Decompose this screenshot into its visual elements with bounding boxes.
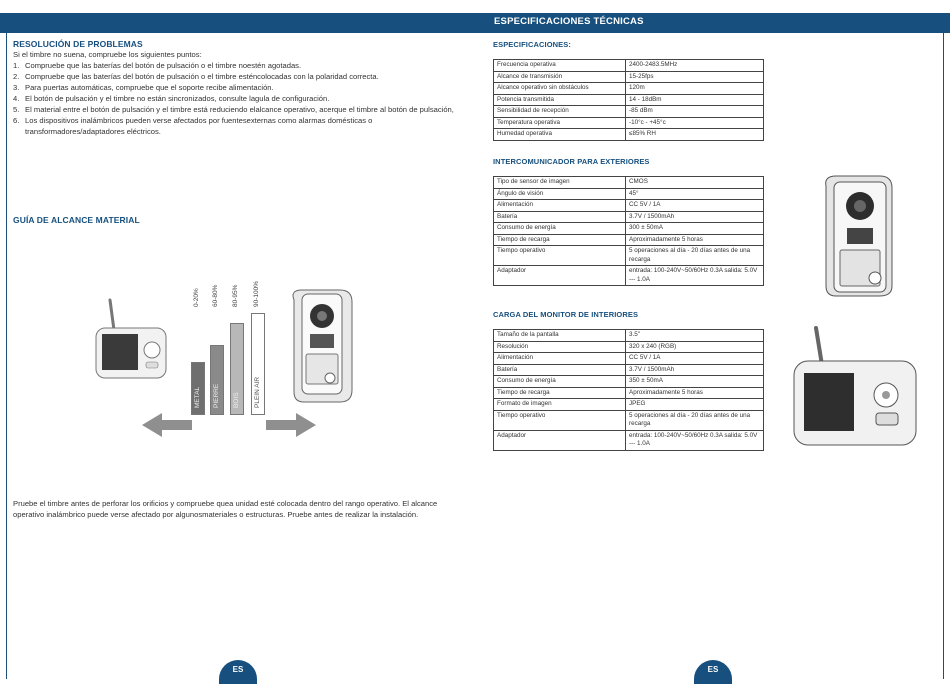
- spec-value: 3.7V / 1500mAh: [626, 364, 764, 376]
- spec-key: Humedad operativa: [494, 129, 626, 141]
- spec-row: [494, 364, 764, 376]
- spec-key: Tamaño de la pantalla: [494, 330, 626, 342]
- item-text: Compruebe que las baterías del botón de pulsación o el timbre noestén agotadas.: [25, 61, 302, 70]
- spec-value: 5 operaciones al día - 20 días antes de una recarga: [626, 246, 764, 266]
- material-label: PIERRE: [213, 383, 220, 408]
- material-percent: 90-100%: [253, 280, 260, 307]
- spec-key: Tiempo operativo: [494, 246, 626, 266]
- spec-row: [494, 129, 764, 141]
- spec-value: JPEG: [626, 399, 764, 411]
- spec-row: [494, 341, 764, 353]
- spec-row: [494, 60, 764, 72]
- troubleshooting-item: [13, 104, 463, 115]
- material-percent: 60-80%: [212, 284, 219, 307]
- troubleshooting-item: [13, 71, 463, 82]
- item-text: El botón de pulsación y el timbre no están sincronizados, consulte lagula de configuración.: [25, 94, 330, 103]
- spec-row: [494, 200, 764, 212]
- material-percent: 80-95%: [232, 284, 239, 307]
- troubleshooting-item: [13, 93, 463, 104]
- spec-row: [494, 223, 764, 235]
- spec-key: Alcance operativo sin obstáculos: [494, 83, 626, 95]
- spec-value: -10°c - +45°c: [626, 117, 764, 129]
- troubleshooting-intro: Si el timbre no suena, compruebe los siguientes puntos:: [13, 50, 202, 59]
- outdoor-unit-illustration: [293, 290, 352, 402]
- spec-value: 2400-2483.5MHz: [626, 60, 764, 72]
- spec-value: 5 operaciones al día - 20 días antes de una recarga: [626, 410, 764, 430]
- spec-key: Temperatura operativa: [494, 117, 626, 129]
- item-text: El material entre el botón de pulsación y el timbre está reduciendo elalcance operativo, acerque el timbre al botón de pulsación,: [25, 105, 454, 114]
- spec-row: [494, 330, 764, 342]
- indoor-title: CARGA DEL MONITOR DE INTERIORES: [493, 310, 639, 319]
- spec-row: [494, 266, 764, 286]
- header-bar: [0, 13, 950, 33]
- specs-title: ESPECIFICACIONES:: [493, 40, 571, 49]
- range-diagram: [90, 270, 360, 445]
- spec-value: Aproximadamente 5 horas: [626, 234, 764, 246]
- indoor-monitor-illustration: [96, 300, 166, 378]
- spec-key: Consumo de energía: [494, 376, 626, 388]
- spec-value: 3.5": [626, 330, 764, 342]
- spec-value: ≤85% RH: [626, 129, 764, 141]
- spec-key: Tiempo de recarga: [494, 234, 626, 246]
- spec-key: Ángulo de visión: [494, 188, 626, 200]
- range-guide-title: GUÍA DE ALCANCE MATERIAL: [13, 215, 140, 225]
- spec-row: [494, 71, 764, 83]
- spec-key: Alcance de transmisión: [494, 71, 626, 83]
- spec-key: Tipo de sensor de imagen: [494, 177, 626, 189]
- spec-key: Tiempo operativo: [494, 410, 626, 430]
- item-text: Para puertas automáticas, compruebe que el soporte recibe alimentación.: [25, 83, 274, 92]
- spec-value: 15-25fps: [626, 71, 764, 83]
- troubleshooting-item: [13, 60, 463, 71]
- spec-key: Adaptador: [494, 430, 626, 450]
- range-note: Pruebe el timbre antes de perforar los orificios y compruebe quea unidad esté colocada dentro del rango operativo. El alcance operativo inalámbrico puede verse afectado por algunosmateriales o estructuras. Pruebe antes de realizar la instalación.: [13, 499, 438, 519]
- spec-key: Alimentación: [494, 200, 626, 212]
- material-percent: 0-20%: [193, 288, 200, 307]
- left-arrow-icon: [142, 413, 192, 437]
- header-title: ESPECIFICACIONES TÉCNICAS: [494, 16, 644, 27]
- spec-key: Batería: [494, 211, 626, 223]
- spec-value: entrada: 100-240V~50/60Hz 0.3A salida: 5.0V --- 1.0A: [626, 266, 764, 286]
- outdoor-table: [493, 176, 764, 286]
- spec-row: [494, 211, 764, 223]
- page-tab-left: ES: [219, 660, 257, 684]
- spec-key: Formato de imagen: [494, 399, 626, 411]
- item-number: 6.: [13, 116, 20, 125]
- right-arrow-icon: [266, 413, 316, 437]
- item-number: 3.: [13, 83, 20, 92]
- spec-row: [494, 177, 764, 189]
- material-label: BOIS: [233, 392, 240, 408]
- spec-row: [494, 94, 764, 106]
- spec-row: [494, 117, 764, 129]
- item-text: Compruebe que las baterías del botón de pulsación o el timbre esténcolocadas con la polaridad correcta.: [25, 72, 379, 81]
- indoor-table: [493, 329, 764, 451]
- spec-key: Tiempo de recarga: [494, 387, 626, 399]
- troubleshooting-item: [13, 82, 463, 93]
- spec-value: 14 - 18dBm: [626, 94, 764, 106]
- item-number: 4.: [13, 94, 20, 103]
- spec-value: 45°: [626, 188, 764, 200]
- spec-row: [494, 376, 764, 388]
- spec-key: Batería: [494, 364, 626, 376]
- item-number: 5.: [13, 105, 20, 114]
- spec-value: CC 5V / 1A: [626, 353, 764, 365]
- spec-row: [494, 353, 764, 365]
- spec-value: Aproximadamente 5 horas: [626, 387, 764, 399]
- spec-value: -85 dBm: [626, 106, 764, 118]
- specs-table: [493, 59, 764, 141]
- spec-key: Potencia transmitida: [494, 94, 626, 106]
- spec-row: [494, 430, 764, 450]
- spec-value: entrada: 100-240V~50/60Hz 0.3A salida: 5.0V --- 1.0A: [626, 430, 764, 450]
- spec-row: [494, 234, 764, 246]
- spec-key: Frecuencia operativa: [494, 60, 626, 72]
- left-page-edge: [6, 33, 7, 679]
- spec-value: 320 x 240 (RGB): [626, 341, 764, 353]
- item-number: 1.: [13, 61, 20, 70]
- item-number: 2.: [13, 72, 20, 81]
- page-tab-right: ES: [694, 660, 732, 684]
- spec-row: [494, 106, 764, 118]
- material-label: METAL: [194, 386, 201, 408]
- spec-row: [494, 387, 764, 399]
- spec-key: Adaptador: [494, 266, 626, 286]
- spec-row: [494, 246, 764, 266]
- spec-row: [494, 410, 764, 430]
- spec-key: Alimentación: [494, 353, 626, 365]
- spec-value: CC 5V / 1A: [626, 200, 764, 212]
- spec-row: [494, 399, 764, 411]
- outdoor-unit-photo: [820, 174, 895, 299]
- spec-key: Resolución: [494, 341, 626, 353]
- troubleshooting-item: [13, 115, 463, 137]
- spec-value: CMOS: [626, 177, 764, 189]
- troubleshooting-list: [13, 60, 463, 137]
- spec-row: [494, 188, 764, 200]
- outdoor-title: INTERCOMUNICADOR PARA EXTERIORES: [493, 157, 650, 166]
- spec-value: 120m: [626, 83, 764, 95]
- indoor-monitor-photo: [790, 325, 920, 450]
- spec-value: 3.7V / 1500mAh: [626, 211, 764, 223]
- spec-row: [494, 83, 764, 95]
- right-page-edge: [943, 33, 944, 679]
- material-label: PLEIN AIR: [254, 376, 261, 408]
- spec-key: Consumo de energía: [494, 223, 626, 235]
- troubleshooting-title: RESOLUCIÓN DE PROBLEMAS: [13, 39, 143, 49]
- spec-value: 300 ± 50mA: [626, 223, 764, 235]
- item-text: Los dispositivos inalámbricos pueden verse afectados por fuentesexternas como alarmas domésticas o transformadores/adaptadores eléctricos.: [25, 116, 373, 136]
- spec-value: 350 ± 50mA: [626, 376, 764, 388]
- spec-key: Sensibilidad de recepción: [494, 106, 626, 118]
